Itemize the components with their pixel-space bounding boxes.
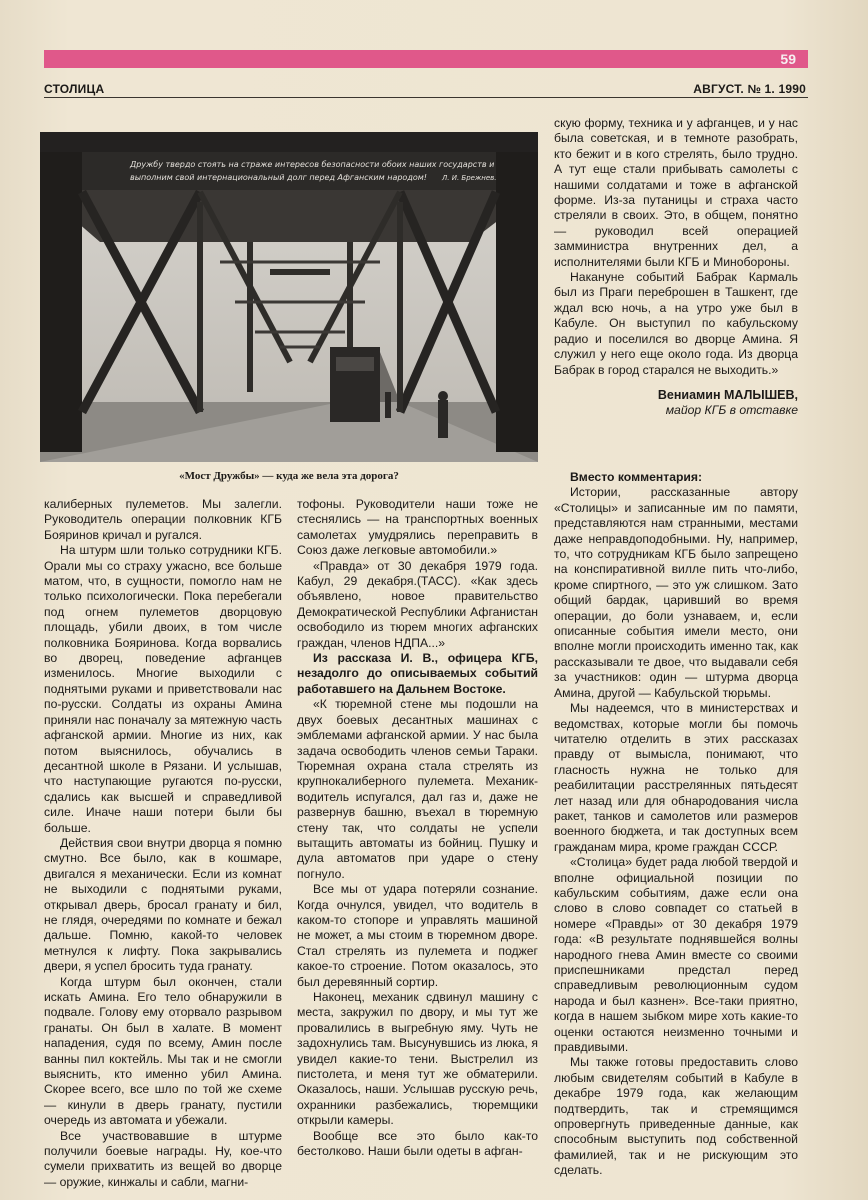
col2-paragraph: «Правда» от 30 декабря 1979 года. Кабул, 29 декабря.(ТАСС). «Как здесь объявлено, новое правительство Демократической Республики Афганистан освободило из тюрем многих афганских граждан, членов НДПА...»: [297, 558, 538, 650]
bridge-image: [40, 132, 538, 462]
column-3-bottom: [554, 470, 798, 1179]
col3-paragraph: Мы также готовы предоставить слово любым свидетелям событий в Кабуле в декабре 1979 года, как желающим подтвердить, так и стремящимся опровергнуть приведенные данные, как способным выступить под собственной фамилией, так и не рискующим это сделать.: [554, 1055, 798, 1178]
col3-paragraph: скую форму, техника и у афганцев, и у нас была советская, и в темноте разобрать, кто бежит и в кого стрелять, было трудно. А тут еще стали прибывать самолеты с нашими солдатами и тоже в афганской форме. Из-за путаницы и страха часто стреляли в своих. Это, в общем, понятно — руководил всей операцией замминистра внутренних дел, а исполнителями были КГБ и Минобороны.: [554, 116, 798, 269]
column-1: [44, 497, 282, 1190]
col2-paragraph: Все мы от удара потеряли сознание. Когда очнулся, увидел, что водитель в каком-то стопоре и управлять машиной не может, а мы стоим в тюремном дворе. Стал стрелять из пулемета и поджег какое-то строение. Потом оказалось, это был деревянный сортир.: [297, 882, 538, 989]
col2-paragraph: Наконец, механик сдвинул машину с места, закружил по двору, и мы тут же провалились в выгребную яму. Чуть не задохнулись там. Высунувшись из люка, я увидел какие-то тени. Выстрелил из пистолета, и меня тут же обматерили. Оказалось, наши. Услышав русскую речь, охранники разбежались, тюремщики открыли камеры.: [297, 990, 538, 1128]
col3-paragraph: Мы надеемся, что в министерствах и ведомствах, которые могли бы помочь читателю отделить в этих рассказах правду от вымысла, понимают, что гласность нужна не только для реабилитации расстрелянных пятьдесят лет назад или для обнародования числа ракет, танков и самолетов или размеров военного бюджета, и так доступных всем гражданам мира, кроме граждан СССР.: [554, 701, 798, 854]
col1-paragraph: Все участвовавшие в штурме получили боевые награды. Ну, кое-что сумели прихватить из вещей во дворце — оружие, кинжалы и сабли, магни-: [44, 1128, 282, 1189]
banner-line-1: Дружбу твердо стоять на страже интересов безопасности обоих наших государств и: [130, 160, 495, 169]
column-3-top: [554, 116, 798, 419]
issue-info: АВГУСТ. № 1. 1990: [693, 82, 806, 96]
col2-paragraph: Вообще все это было как-то бестолково. Наши были одеты в афган-: [297, 1128, 538, 1159]
signature-role: майор КГБ в отставке: [665, 403, 798, 418]
column-2: [297, 497, 538, 1159]
col2-subheading: Из рассказа И. В., офицера КГБ, незадолго до описываемых событий работавшего на Дальнем Востоке.: [297, 651, 538, 696]
col2-paragraph: «К тюремной стене мы подошли на двух боевых десантных машинах с эмблемами афганской армии. У нас была задача освободить членов семьи Тараки. Тюремная охрана стала стрелять из крупнокалиберного пулемета. Механик-водитель испугался, дал газ и, даже не развернув башню, въехал в тюремную стену так, что солдаты не успели вытащить автоматы из бойниц. Пушку и дула автоматов при ударе о стену погнуло.: [297, 697, 538, 881]
header-rule: [44, 97, 808, 98]
col1-paragraph: На штурм шли только сотрудники КГБ. Орали мы со страху ужасно, все больше матом, что, в сущности, помогло нам не только психологически. Пока перебегали под огнем пулеметов дворцовую площадь, убили двоих, в том числе полковника Бояринова. Когда ворвались во дворец, поведение афганцев изменилось. Многие выходили с поднятыми руками и приветствовали нас по-русски. Солдаты из охраны Амина приняли нас поначалу за мятежную часть афганской армии. Многие из них, как потом выяснилось, обучались в десантной школе в Рязани. И услышав, что наступающие ругаются по-русски, сдались как высшей и справедливой силе. Иначе наши потери были бы больше.: [44, 543, 282, 835]
banner-author: Л. И. Брежнев.: [442, 174, 497, 182]
col3-paragraph: Накануне событий Бабрак Кармаль был из Праги переброшен в Ташкент, где ждал всю ночь, а на утро уже был в Кабуле. Он выступил по кабульскому радио и поселился во дворце Амина. Я служил у него еще около года. Из дворца Бабрак в город старался не выходить.»: [554, 270, 798, 377]
section-title: СТОЛИЦА: [44, 82, 105, 96]
col1-paragraph: Действия свои внутри дворца я помню смутно. Все было, как в кошмаре, двигался я механически. Если из комнат не выходили с поднятыми руками, открывал дверь, бросал гранату и бил, не глядя, очередями по комнате и бежал дальше. Помню, какой-то человек метнулся к лифту. Пока закрывались двери, я успел бросить туда гранату.: [44, 835, 282, 974]
header-color-bar: [44, 50, 808, 68]
col3-paragraph: Истории, рассказанные автору «Столицы» и записанные им по памяти, представляются нам странными, местами даже неправдоподобными. Ну, например, то, что сотрудникам КГБ было запрещено на конспиративной вилле пить что-либо, кроме спиртного, — это уж слишком. Зато общий бардак, царивший во время операции, до боли узнаваем, и, если описанные события имели место, они вполне могли происходить именно так, как рассказывали те двое, что выдавали себя за участников: один — штурма дворца Амина, другой — Кабульской тюрьмы.: [554, 485, 798, 700]
col1-paragraph: калиберных пулеметов. Мы залегли. Руководитель операции полковник КГБ Бояринов кричал и ругался.: [44, 497, 282, 542]
signature-name: Вениамин МАЛЫШЕВ,: [657, 387, 798, 402]
bridge-photo: [40, 132, 538, 462]
col1-paragraph: Когда штурм был окончен, стали искать Амина. Его тело обнаружили в подвале. Голову ему оторвало разрывом гранаты. Он был в халате. В момент нападения, судя по всему, Амин после ванны пил коктейль. Мы так и не смогли выяснить, кто именно убил Амина. Скорее всего, все шло по той же схеме — кинули в дверь гранату, пустили очередь из автомата и убежали.: [44, 974, 282, 1128]
signature: [554, 388, 798, 419]
col2-paragraph: тофоны. Руководители наши тоже не стеснялись — на транспортных военных самолетах умудрялись переправить в Союз даже легковые автомобили.»: [297, 497, 538, 558]
photo-caption: «Мост Дружбы» — куда же вела эта дорога?: [179, 470, 399, 482]
col3-paragraph: «Столица» будет рада любой твердой и вполне официальной позиции по кабульским событиям, даже если она слово в слово совпадет со статьей в номере «Правды» от 30 декабря 1979 года: «В результате поднявшейся волны народного гнева Амин вместе со своими приспешниками предстал перед справедливым революционным судом народа и был казнен». Все-таки приятно, когда в нашем зыбком мире хоть какие-то оценки остаются неизменно точными и правдивыми.: [554, 855, 798, 1055]
banner-line-2: выполним свой интернациональный долг перед Афганским народом!: [130, 173, 427, 182]
page-number: 59: [780, 51, 796, 67]
comment-heading: Вместо комментария:: [570, 470, 703, 484]
